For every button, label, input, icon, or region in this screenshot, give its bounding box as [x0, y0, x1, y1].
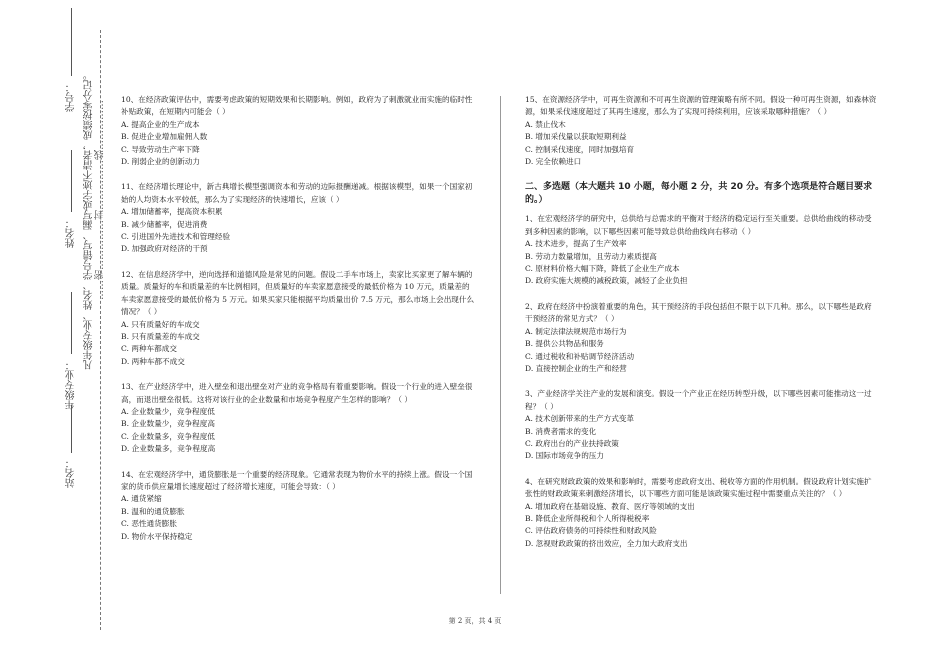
option-a: A. 提高企业的生产成本 — [121, 119, 200, 129]
option-d: D. 政府实施大规模的减税政策，减轻了企业负担 — [525, 276, 688, 286]
option-c: C. 引进国外先进技术和管理经验 — [121, 232, 231, 242]
question-stem: 11、在经济增长理论中，新古典增长模型强调资本和劳动的边际报酬递减。根据该模型，如果一个国家初始的人均资本水平较低，那么为了实现经济的快速增长，应该（ ） — [121, 182, 473, 204]
option-a: A. 增加政府在基础设施、教育、医疗等领域的支出 — [525, 501, 695, 511]
question-stem: 15、在资源经济学中，可再生资源和不可再生资源的管理策略有所不同。假设一种可再生资源，如森林资源，如果采伐速度超过了其再生速度，那么为了实现可持续利用，应该采取哪种措施？（ ） — [525, 95, 877, 117]
multi-question-2 — [525, 301, 877, 375]
question-12 — [121, 269, 476, 368]
question-stem: 13、在产业经济学中，进入壁垒和退出壁垒对产业的竞争格局有着重要影响。假设一个行业的进入壁垒很高，而退出壁垒很低。这将对该行业的企业数量和市场竞争程度产生怎样的影响？（ ） — [121, 382, 473, 404]
option-d: D. 削弱企业的创新动力 — [121, 157, 200, 167]
option-b: B. 只有质量差的车成交 — [121, 331, 200, 341]
option-a: A. 制定法律法规规范市场行为 — [525, 326, 627, 336]
field-station: 站名： — [66, 458, 77, 488]
seal-line-label: ……密……………封……………线…………… — [95, 100, 106, 300]
right-column — [525, 94, 877, 563]
option-c: C. 通过税收和补贴调节经济活动 — [525, 351, 635, 361]
field-grade-major: 年级专业： — [66, 360, 77, 410]
question-10 — [121, 94, 476, 168]
option-a: A. 技术创新带来的生产方式变革 — [525, 414, 635, 424]
option-d: D. 物价水平保持稳定 — [121, 531, 193, 541]
option-d: D. 国际市场竞争的压力 — [525, 451, 604, 461]
name-underline — [71, 150, 72, 212]
option-b: B. 消费者需求的变化 — [525, 426, 597, 436]
binding-margin — [0, 0, 110, 672]
option-b: B. 提供公共物品和服务 — [525, 339, 604, 349]
question-stem: 2、政府在经济中扮演着重要的角色，其干预经济的手段包括但不限于以下几种。那么，以下哪些是政府干预经济的常见方式？（ ） — [525, 301, 872, 324]
field-name: 姓名： — [66, 218, 77, 248]
column-divider — [500, 96, 501, 594]
multi-question-4 — [525, 476, 877, 550]
question-14 — [121, 469, 476, 543]
question-13 — [121, 381, 476, 455]
binding-instruction: 凡年级专业、姓名、学号错写、漏写或字迹不清者，成绩按零分记。 — [84, 70, 95, 370]
option-c: C. 评估政府债务的可持续性和财政风险 — [525, 526, 657, 536]
question-stem: 1、在宏观经济学的研究中，总供给与总需求的平衡对于经济的稳定运行至关重要。总供给曲线的移动受到多种因素的影响，以下哪些因素可能导致总供给曲线向右移动（ ） — [525, 214, 872, 236]
field-student-id: 学号： — [66, 82, 77, 112]
option-c: C. 两种车都成交 — [121, 344, 177, 354]
question-stem: 4、在研究财政政策的效果和影响时，需要考虑政府支出、税收等方面的作用机制。假设政府计划实施扩张性的财政政策来刺激经济增长，以下哪些方面可能是该政策实施过程中需要重点关注的？（ ） — [525, 476, 872, 499]
option-b: B. 减少储蓄率，促进消费 — [121, 219, 208, 229]
multi-question-1 — [525, 213, 877, 287]
page-number: 第 2 页，共 4 页 — [448, 617, 502, 625]
option-b: B. 温和的通货膨胀 — [121, 506, 185, 516]
option-d: D. 直接控制企业的生产和经营 — [525, 363, 627, 373]
option-c: C. 企业数量多，竞争程度低 — [121, 431, 215, 441]
option-b: B. 促进企业增加雇佣人数 — [121, 132, 208, 142]
option-a: A. 通货紧缩 — [121, 494, 162, 504]
option-c: C. 原材料价格大幅下降，降低了企业生产成本 — [525, 264, 680, 274]
multi-question-3 — [525, 388, 877, 462]
option-a: A. 禁止伐木 — [525, 119, 566, 129]
option-c: C. 导致劳动生产率下降 — [121, 144, 200, 154]
option-a: A. 只有质量好的车成交 — [121, 319, 200, 329]
option-d: D. 企业数量多，竞争程度高 — [121, 444, 216, 454]
section-title-multiple-choice: 二、多选题（本大题共 10 小题，每小题 2 分，共 20 分。有多个选项是符合题目要求的。） — [525, 182, 873, 206]
option-d: D. 两种车都不成交 — [121, 356, 185, 366]
option-d: D. 忽视财政政策的挤出效应，全力加大政府支出 — [525, 538, 688, 548]
student-id-underline — [71, 8, 72, 76]
option-d: D. 加强政府对经济的干预 — [121, 244, 208, 254]
option-d: D. 完全依赖进口 — [525, 157, 582, 167]
seal-dashed-line — [100, 30, 101, 630]
option-b: B. 劳动力数量增加，且劳动力素质提高 — [525, 251, 657, 261]
grade-major-underline — [71, 292, 72, 354]
option-a: A. 增加储蓄率，提高资本积累 — [121, 207, 223, 217]
question-stem: 14、在宏观经济学中，通货膨胀是一个重要的经济现象。它通常表现为物价水平的持续上涨。假设一个国家的货币供应量增长速度超过了经济增长速度，可能会导致：（ ） — [121, 469, 473, 491]
question-stem: 3、产业经济学关注产业的发展和演变。假设一个产业正在经历转型升级，以下哪些因素可能推动这一过程？（ ） — [525, 389, 872, 411]
question-stem: 10、在经济政策评估中，需要考虑政策的短期效果和长期影响。例如，政府为了刺激就业而实施的临时性补贴政策，在短期内可能会（ ） — [121, 95, 473, 117]
question-11 — [121, 181, 476, 255]
option-c: C. 控制采伐速度，同时加强培育 — [525, 144, 635, 154]
option-b: B. 增加采伐量以获取短期利益 — [525, 132, 627, 142]
question-stem: 12、在信息经济学中，逆向选择和道德风险是常见的问题。假设二手车市场上，卖家比买家更了解车辆的质量。质量好的车和质量差的车比例相同，但质量好的车卖家愿意接受的最低价格为 10 万元，质量差的车卖家愿意接受的最低价格为 5 万元。如果买家只能根据平均质量出价 7.5 万元，那么市场上会出现什么情况？（ ） — [121, 269, 475, 317]
station-underline — [71, 405, 72, 453]
option-b: B. 企业数量少，竞争程度高 — [121, 419, 215, 429]
option-a: A. 技术进步，提高了生产效率 — [525, 239, 627, 249]
question-15 — [525, 94, 877, 168]
left-column — [121, 94, 476, 556]
option-c: C. 恶性通货膨胀 — [121, 519, 177, 529]
option-b: B. 降低企业所得税和个人所得税税率 — [525, 513, 650, 523]
option-c: C. 政府出台的产业扶持政策 — [525, 438, 619, 448]
option-a: A. 企业数量少，竞争程度低 — [121, 406, 215, 416]
